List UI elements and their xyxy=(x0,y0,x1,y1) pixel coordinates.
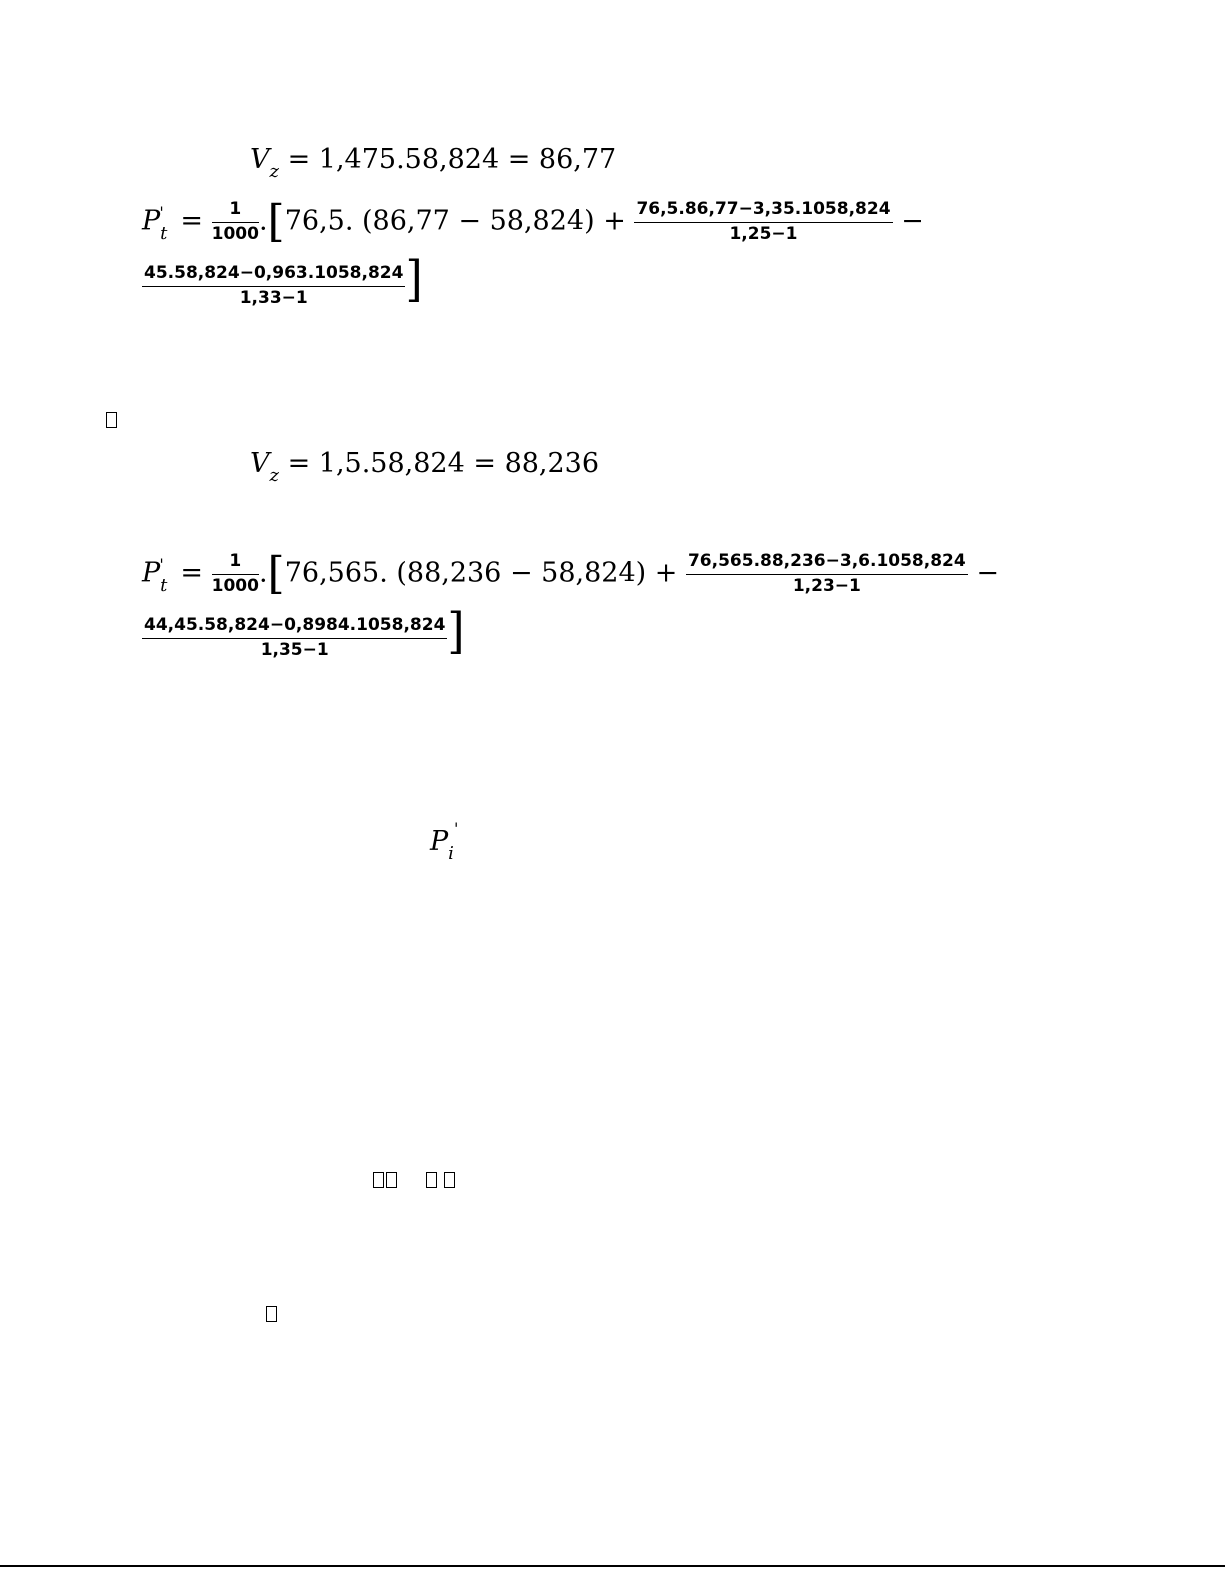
missing-glyph-group-2 xyxy=(426,1172,455,1192)
vz-symbol: V xyxy=(250,144,270,175)
pt-symbol: P xyxy=(142,557,161,589)
equation-pt-1-continued xyxy=(142,251,423,309)
bracket-close: ] xyxy=(447,603,465,660)
coef-fraction xyxy=(212,552,259,596)
fraction-2 xyxy=(142,616,447,660)
fraction-2 xyxy=(142,264,405,308)
bracket-body: 76,565. (88,236 − 58,824) + xyxy=(284,557,678,589)
pi-subscript: i xyxy=(448,843,454,864)
bracket-open: [ xyxy=(267,196,285,248)
vz-symbol: V xyxy=(250,448,270,479)
fraction-2-denominator: 1,35−1 xyxy=(260,640,329,660)
page-bottom-rule xyxy=(0,1565,1225,1567)
coef-fraction xyxy=(212,200,259,244)
vz-rhs: = 1,5.58,824 = 88,236 xyxy=(287,448,600,479)
pt-equals: = xyxy=(180,557,204,589)
fraction-2-numerator: 44,45.58,824−0,8984.1058,824 xyxy=(142,616,447,639)
fraction-2-denominator: 1,33−1 xyxy=(239,288,308,308)
coef-numerator: 1 xyxy=(212,200,259,223)
bracket-open: [ xyxy=(267,548,285,600)
fraction-1 xyxy=(634,200,892,244)
fraction-1-denominator: 1,25−1 xyxy=(729,223,798,244)
glyph-box xyxy=(106,412,117,428)
pi-prime-symbol xyxy=(430,819,459,864)
pt-symbol: P xyxy=(142,205,161,237)
coef-dot: . xyxy=(258,557,268,589)
bracket-close: ] xyxy=(405,251,423,308)
fraction-1-numerator: 76,5.86,77−3,35.1058,824 xyxy=(634,200,892,223)
coef-denominator: 1000 xyxy=(211,223,259,244)
fraction-1-numerator: 76,565.88,236−3,6.1058,824 xyxy=(686,552,968,575)
equation-vz-1 xyxy=(250,144,617,182)
pt-equals: = xyxy=(180,205,204,237)
pt-prime: ' xyxy=(159,202,164,222)
glyph-box xyxy=(266,1306,277,1322)
pt-prime: ' xyxy=(159,554,164,574)
equation-pt-1 xyxy=(142,196,924,248)
fraction-2-numerator: 45.58,824−0,963.1058,824 xyxy=(142,264,405,287)
pi-symbol: P xyxy=(430,826,449,857)
coef-numerator: 1 xyxy=(212,552,259,575)
glyph-box xyxy=(444,1172,455,1188)
missing-glyph-single xyxy=(266,1306,277,1326)
glyph-box xyxy=(426,1172,437,1188)
glyph-box xyxy=(386,1172,397,1188)
coef-denominator: 1000 xyxy=(211,575,259,596)
bracket-body: 76,5. (86,77 − 58,824) + xyxy=(284,205,626,237)
minus-sign: − xyxy=(976,557,999,589)
pt-subscript: t xyxy=(160,222,168,244)
missing-glyph-group-1 xyxy=(373,1172,397,1192)
vz-subscript: z xyxy=(269,465,279,486)
coef-dot: . xyxy=(258,205,268,237)
pt-subscript: t xyxy=(160,574,168,596)
equation-pt-2-continued xyxy=(142,603,465,661)
glyph-box xyxy=(373,1172,384,1188)
vz-subscript: z xyxy=(269,161,279,182)
minus-sign: − xyxy=(901,205,924,237)
vz-rhs: = 1,475.58,824 = 86,77 xyxy=(287,144,617,175)
equation-pt-2 xyxy=(142,548,999,600)
pi-prime: ' xyxy=(453,819,459,838)
missing-glyph xyxy=(106,412,117,432)
fraction-1 xyxy=(686,552,968,596)
fraction-1-denominator: 1,23−1 xyxy=(792,575,861,596)
equation-vz-2 xyxy=(250,448,600,486)
